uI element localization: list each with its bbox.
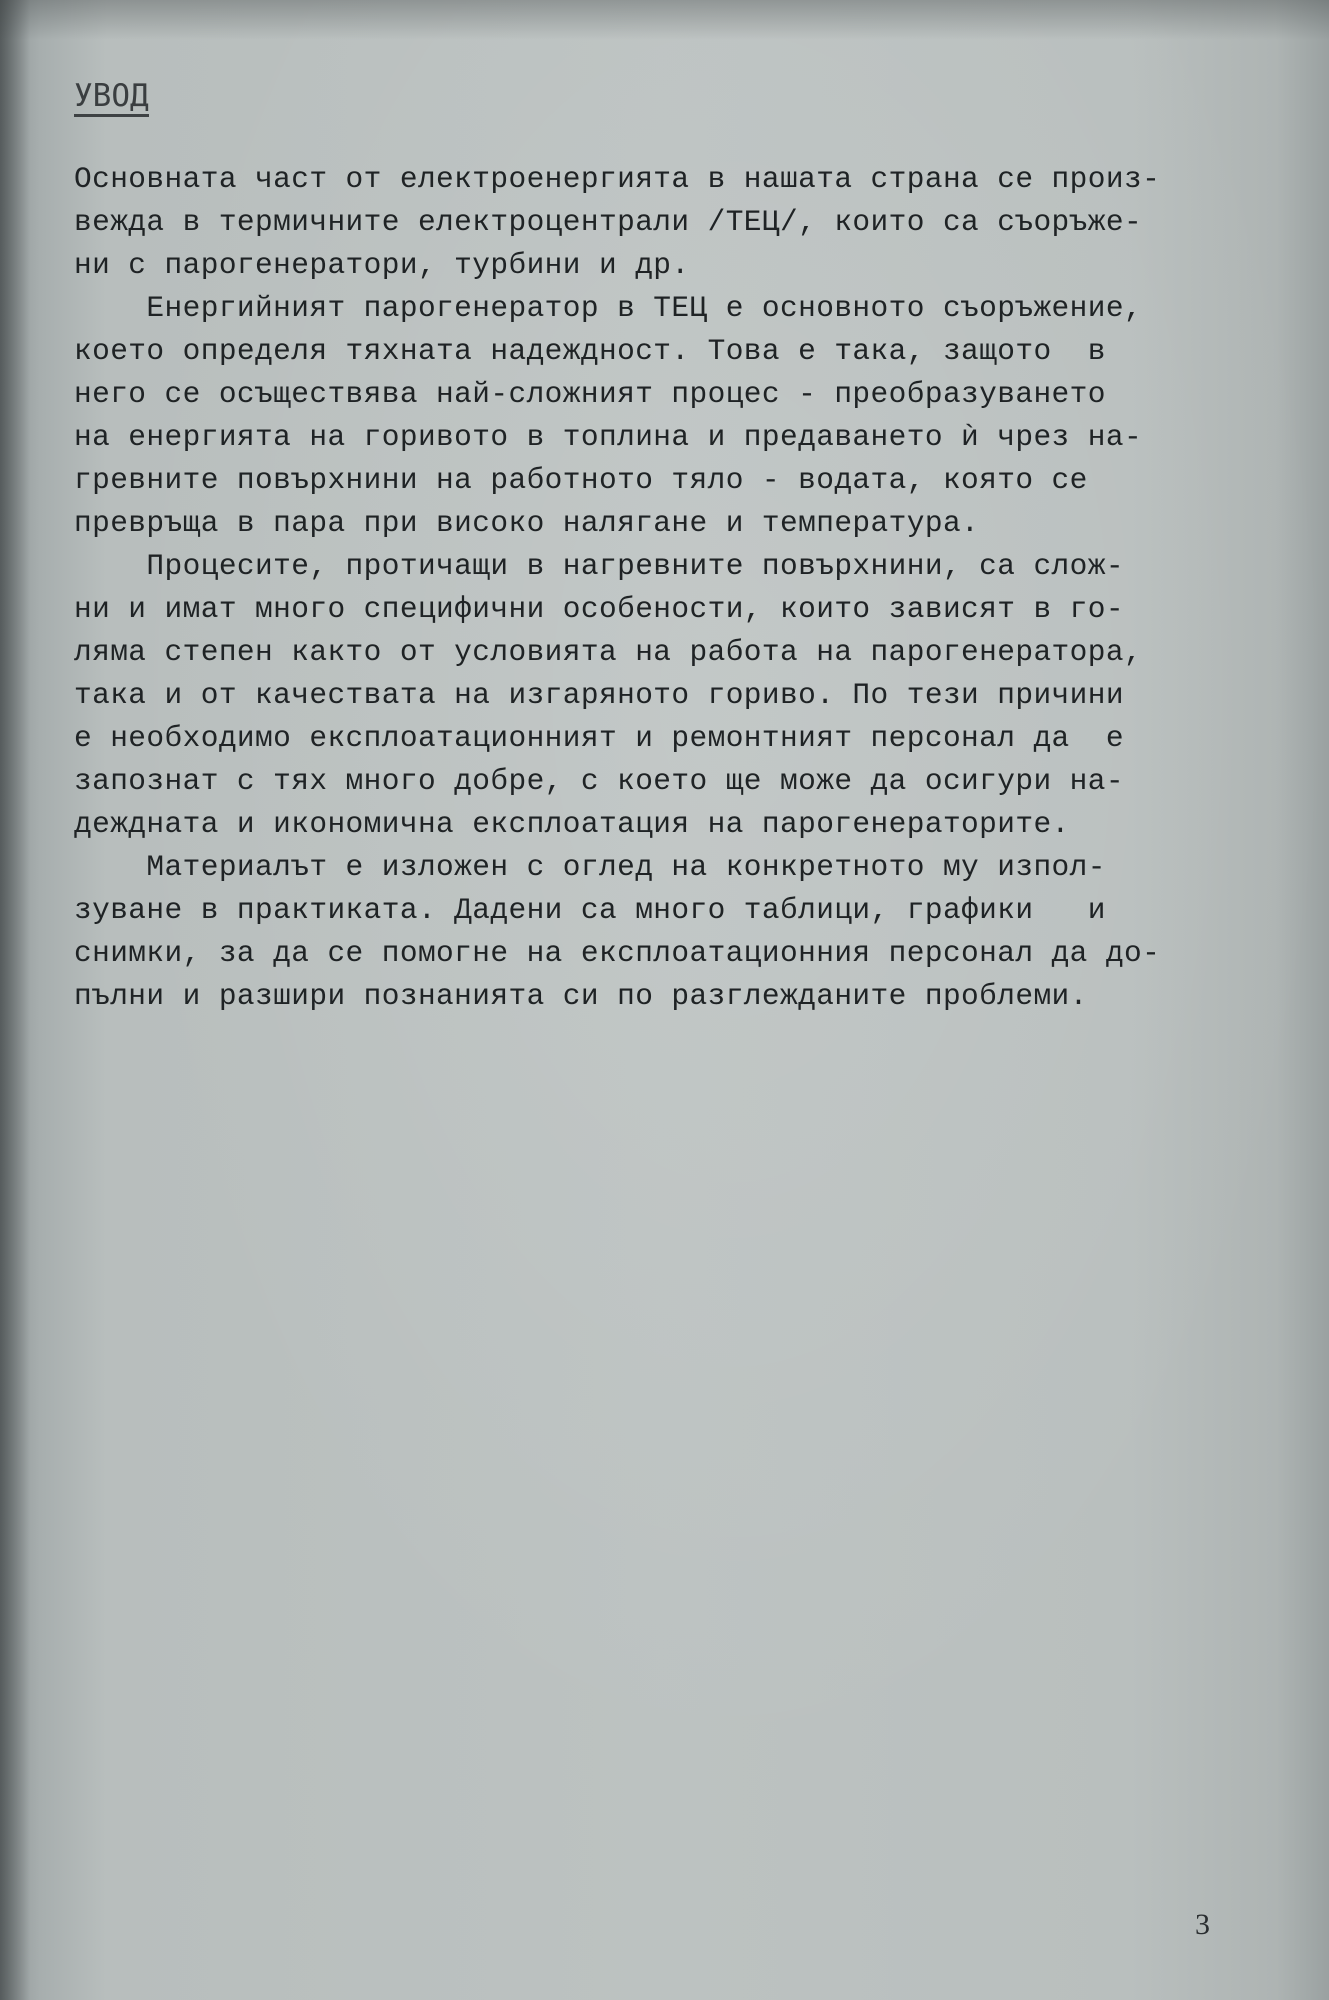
text-line: което определя тяхната надеждност. Това е така, защото в — [74, 334, 1106, 368]
text-line: ни с парогенератори, турбини и др. — [74, 248, 690, 282]
text-line: снимки, за да се помогне на експлоатационния персонал да до- — [74, 936, 1161, 970]
text-line: на енергията на горивото в топлина и предаването ѝ чрез на- — [74, 420, 1143, 454]
text-line: Материалът е изложен с оглед на конкретното му изпол- — [74, 850, 1106, 884]
text-line: него се осъществява най-сложният процес - преобразуването — [74, 377, 1106, 411]
text-line: вежда в термичните електроцентрали /ТЕЦ/, които са съоръже- — [74, 205, 1143, 239]
text-line: деждната и икономична експлоатация на парогенераторите. — [74, 807, 1070, 841]
text-line: така и от качествата на изгаряното гориво. По тези причини — [74, 678, 1124, 712]
text-line: превръща в пара при високо налягане и температура. — [74, 506, 980, 540]
text-line: запознат с тях много добре, с което ще може да осигури на- — [74, 764, 1124, 798]
section-heading: УВОД — [74, 78, 149, 117]
text-line: ляма степен както от условията на работа на парогенератора, — [74, 635, 1143, 669]
text-line: зуване в практиката. Дадени са много таблици, графики и — [74, 893, 1106, 927]
text-line: пълни и разшири познанията си по разглежданите проблеми. — [74, 979, 1088, 1013]
text-line: гревните повърхнини на работното тяло - водата, която се — [74, 463, 1088, 497]
text-line: е необходимо експлоатационният и ремонтният персонал да е — [74, 721, 1124, 755]
text-line: Основната част от електроенергията в нашата страна се произ- — [74, 162, 1161, 196]
body-text — [74, 158, 1274, 1018]
page-number: 3 — [1195, 1908, 1210, 1941]
text-line: ни и имат много специфични особености, които зависят в го- — [74, 592, 1124, 626]
text-line: Процесите, протичащи в нагревните повърхнини, са слож- — [74, 549, 1124, 583]
text-line: Енергийният парогенератор в ТЕЦ е основното съоръжение, — [74, 291, 1143, 325]
